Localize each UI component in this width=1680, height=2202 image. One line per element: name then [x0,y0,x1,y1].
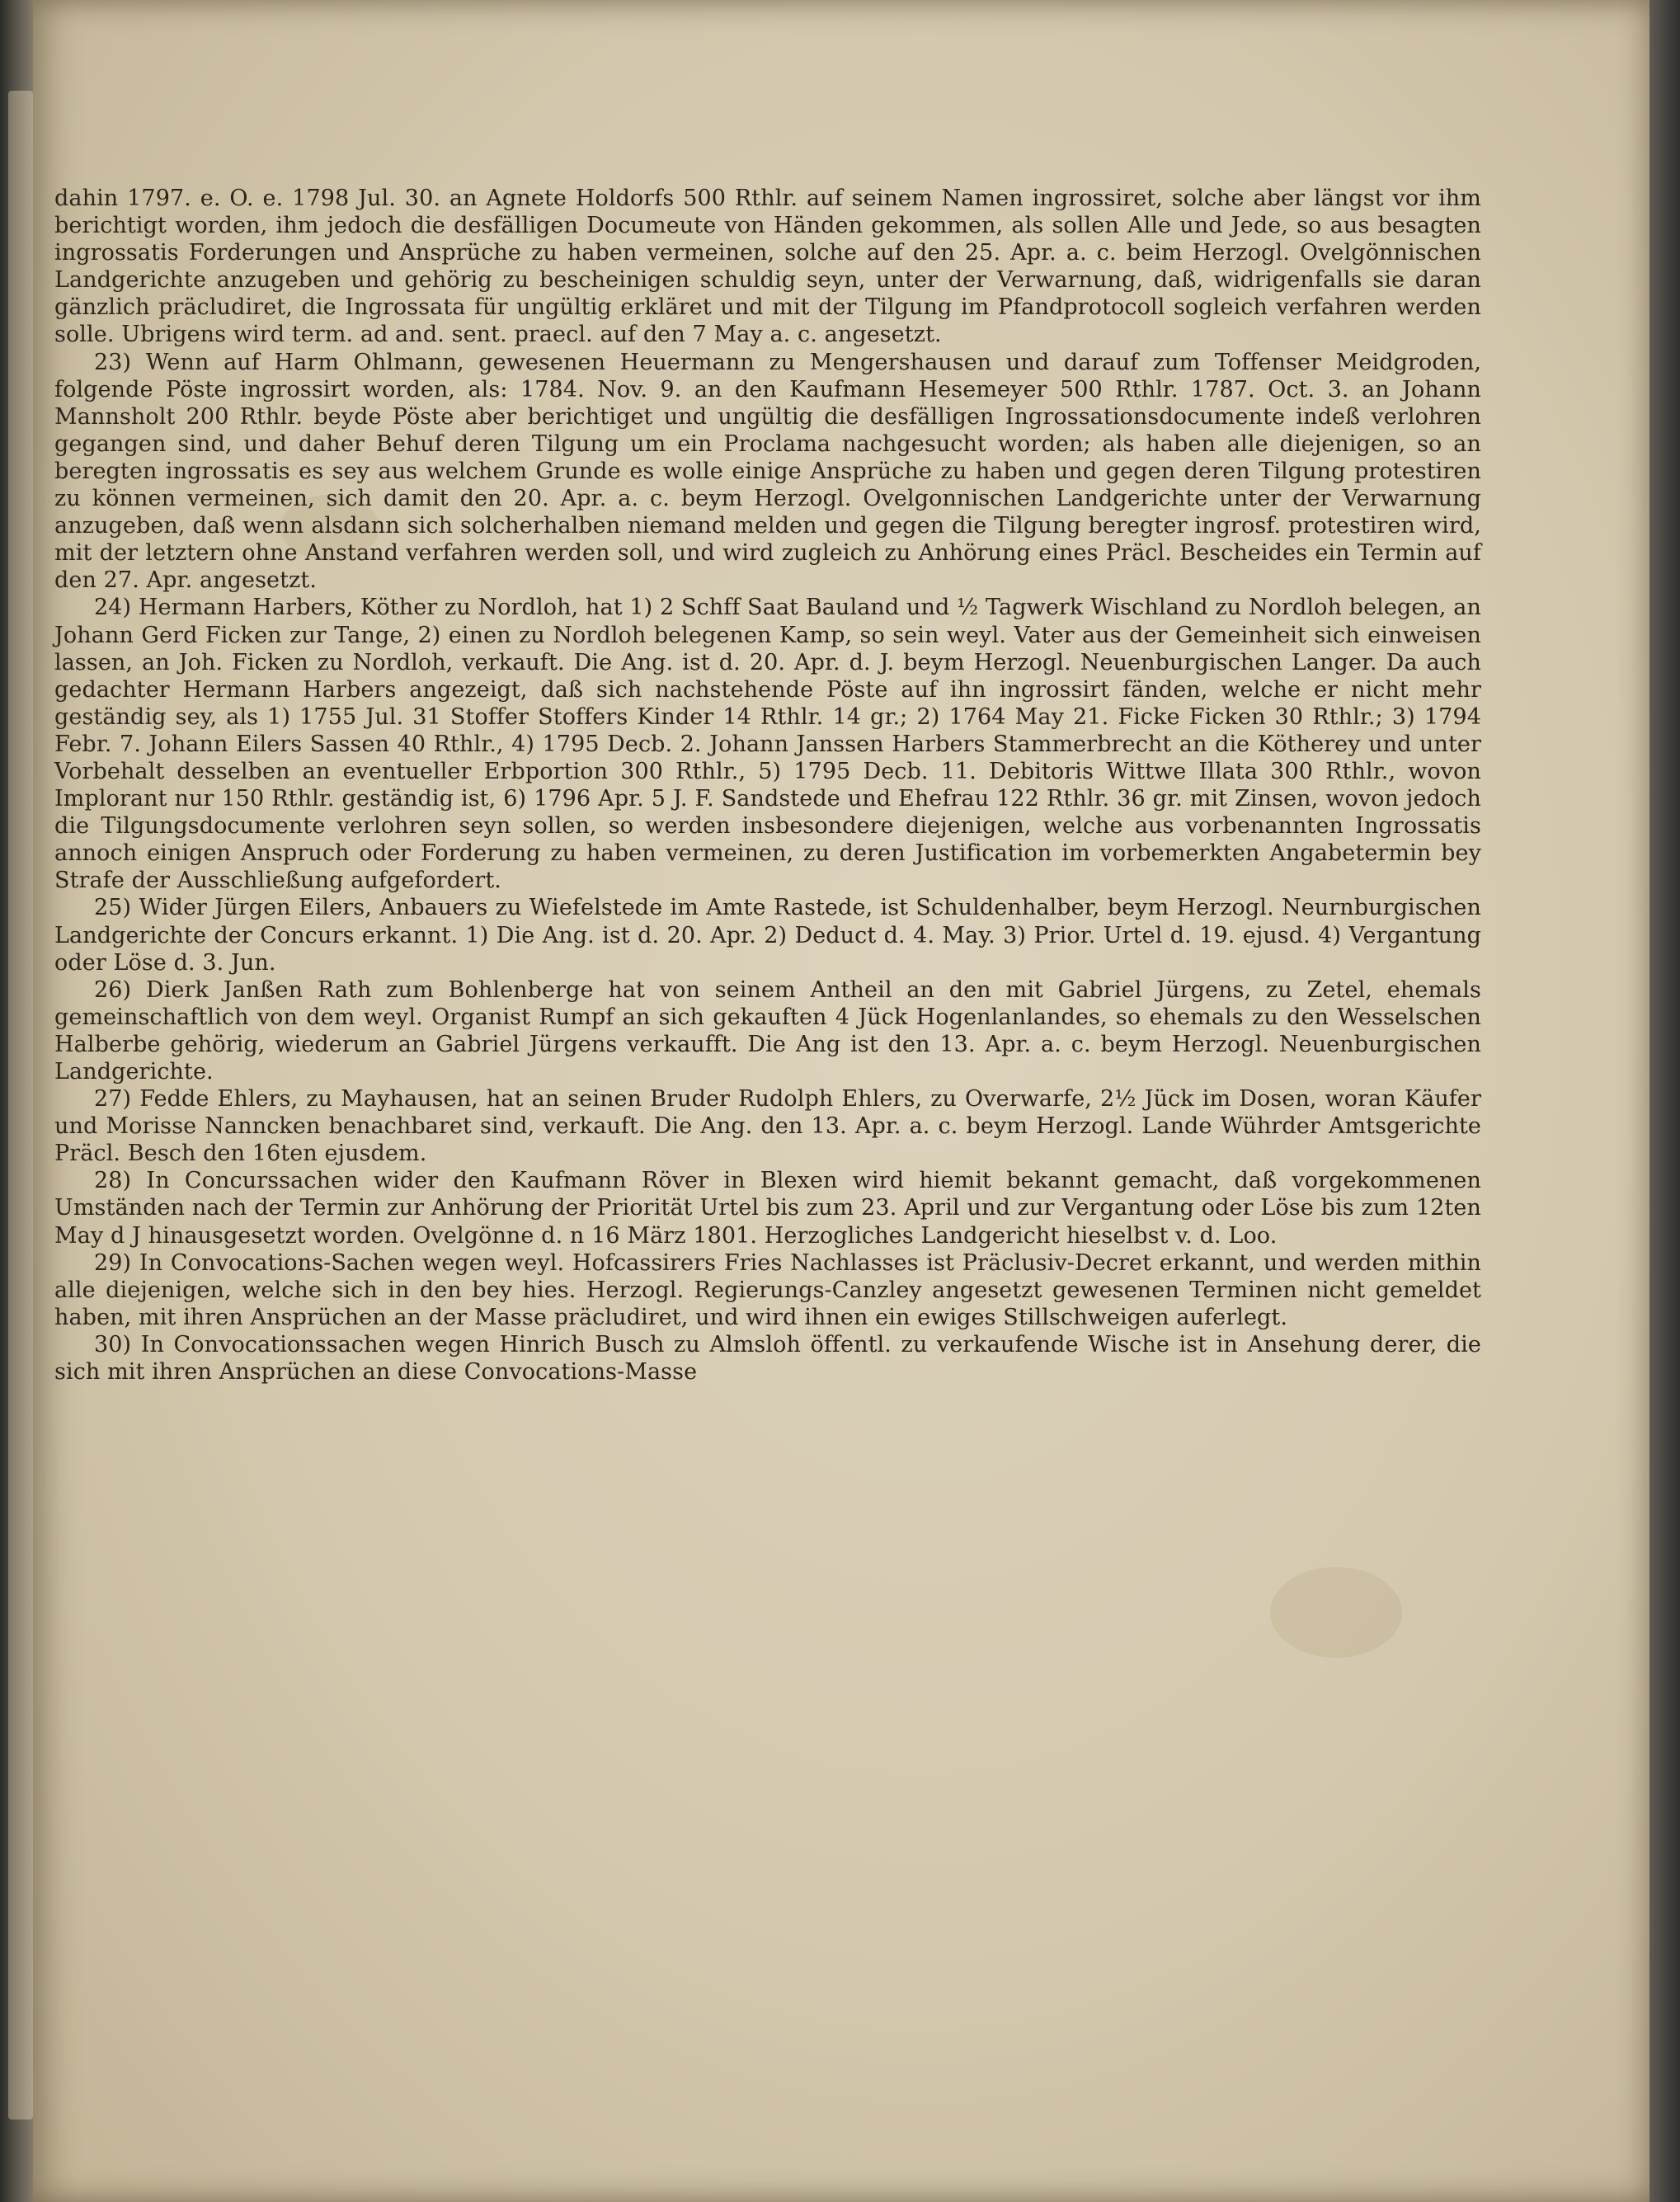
previous-page-edge [8,91,33,2120]
paragraph-entry-24: 24) Hermann Harbers, Köther zu Nordloh, hat 1) 2 Schff Saat Bauland und ½ Tagwerk Wischland zu Nordloh belegen, an Johann Gerd Ficken zur Tange, 2) einen zu Nordloh belegenen Kamp, so sein weyl. Vater aus der Gemeinheit sich einweisen lassen, an Joh. Ficken zu Nordloh, verkauft. Die Ang. ist d. 20. Apr. d. J. beym Herzogl. Neuenburgischen Langer. Da auch gedachter Hermann Harbers angezeigt, daß sich nachstehende Pöste auf ihn ingrossirt fänden, welche er nicht mehr geständig sey, als 1) 1755 Jul. 31 Stoffer Stoffers Kinder 14 Rthlr. 14 gr.; 2) 1764 May 21. Ficke Ficken 30 Rthlr.; 3) 1794 Febr. 7. Johann Eilers Sassen 40 Rthlr., 4) 1795 Decb. 2. Johann Janssen Harbers Stammerbrecht an die Kötherey und unter Vorbehalt desselben an eventueller Erbportion 300 Rthlr., 5) 1795 Decb. 11. Debitoris Wittwe Illata 300 Rthlr., wovon Implorant nur 150 Rthlr. geständig ist, 6) 1796 Apr. 5 J. F. Sandstede und Ehefrau 122 Rthlr. 36 gr. mit Zinsen, wovon jedoch die Tilgungsdocumente verlohren seyn sollen, so werden insbesondere diejenigen, welche aus vorbenannten Ingrossatis annoch einigen Anspruch oder Forderung zu haben vermeinen, zu deren Justification im vorbemerkten Angabetermin bey Strafe der Ausschließung aufgefordert. [54,595,1481,894]
paper-stain [1270,1567,1402,1658]
paragraph-entry-23: 23) Wenn auf Harm Ohlmann, gewesenen Heuermann zu Mengershausen und darauf zum Toffenser Meidgroden, folgende Pöste ingrossirt worden, als: 1784. Nov. 9. an den Kaufmann Hesemeyer 500 Rthlr. 1787. Oct. 3. an Johann Mannsholt 200 Rthlr. beyde Pöste aber berichtiget und ungültig die desfälligen Ingrossationsdocumente indeß verlohren gegangen sind, und daher Behuf deren Tilgung um ein Proclama nachgesucht worden; als haben alle diejenigen, so an beregten ingrossatis es sey aus welchem Grunde es wolle einige Ansprüche zu haben und gegen deren Tilgung protestiren zu können vermeinen, sich damit den 20. Apr. a. c. beym Herzogl. Ovelgonnischen Landgerichte unter der Verwarnung anzugeben, daß wenn alsdann sich solcherhalben niemand melden und gegen die Tilgung beregter ingrosf. protestiren wird, mit der letztern ohne Anstand verfahren werden soll, und wird zugleich zu Anhörung eines Präcl. Bescheides ein Termin auf den 27. Apr. angesetzt. [54,349,1481,594]
paragraph-entry-28: 28) In Concurssachen wider den Kaufmann Röver in Blexen wird hiemit bekannt gemacht, daß vorgekommenen Umständen nach der Termin zur Anhörung der Priorität Urtel bis zum 23. April und zur Vergantung oder Löse bis zum 12ten May d J hinausgesetzt worden. Ovelgönne d. n 16 März 1801. Herzogliches Landgericht hieselbst v. d. Loo. [54,1168,1481,1249]
paragraph-continuation: dahin 1797. e. O. e. 1798 Jul. 30. an Agnete Holdorfs 500 Rthlr. auf seinem Namen ingrossiret, solche aber längst vor ihm berichtigt worden, ihm jedoch die desfälligen Documeute von Händen gekommen, als sollen Alle und Jede, so aus besagten ingrossatis Forderungen und Ansprüche zu haben vermeinen, solche auf den 25. Apr. a. c. beim Herzogl. Ovelgönnischen Landgerichte anzugeben und gehörig zu bescheinigen schuldig seyn, unter der Verwarnung, daß, widrigenfalls sie daran gänzlich präcludiret, die Ingrossata für ungültig erkläret und mit der Tilgung im Pfandprotocoll sogleich verfahren werden solle. Ubrigens wird term. ad and. sent. praecl. auf den 7 May a. c. angesetzt. [54,186,1481,348]
paragraph-entry-29: 29) In Convocations-Sachen wegen weyl. Hofcassirers Fries Nachlasses ist Präclusiv-Decret erkannt, und werden mithin alle diejenigen, welche sich in den bey hies. Herzogl. Regierungs-Canzley angesetzt gewesenen Terminen nicht gemeldet haben, mit ihren Ansprüchen an der Masse präcludiret, und wird ihnen ein ewiges Stillschweigen auferlegt. [54,1249,1481,1330]
paragraph-entry-30: 30) In Convocationssachen wegen Hinrich Busch zu Almsloh öffentl. zu verkaufende Wische ist in Ansehung derer, die sich mit ihren Ansprüchen an diese Convocations-Masse [54,1331,1481,1386]
scan-border [1649,0,1680,2202]
paragraph-entry-27: 27) Fedde Ehlers, zu Mayhausen, hat an seinen Bruder Rudolph Ehlers, zu Overwarfe, 2½ Jück im Dosen, woran Käufer und Morisse Nanncken benachbaret sind, verkauft. Die Ang. den 13. Apr. a. c. beym Herzogl. Lande Wührder Amtsgerichte Präcl. Besch den 16ten ejusdem. [54,1086,1481,1167]
document-body [54,185,1481,1386]
paragraph-entry-26: 26) Dierk Janßen Rath zum Bohlenberge hat von seinem Antheil an den mit Gabriel Jürgens, zu Zetel, ehemals gemeinschaftlich von dem weyl. Organist Rumpf an sich gekauften 4 Jück Hogenlanlandes, so ehemals zu den Wesselschen Halberbe gehörig, wiederum an Gabriel Jürgens verkaufft. Die Ang ist den 13. Apr. a. c. beym Herzogl. Neuenburgischen Landgerichte. [54,976,1481,1085]
paragraph-entry-25: 25) Wider Jürgen Eilers, Anbauers zu Wiefelstede im Amte Rastede, ist Schuldenhalber, beym Herzogl. Neurnburgischen Landgerichte der Concurs erkannt. 1) Die Ang. ist d. 20. Apr. 2) Deduct d. 4. May. 3) Prior. Urtel d. 19. ejusd. 4) Vergantung oder Löse d. 3. Jun. [54,895,1481,976]
